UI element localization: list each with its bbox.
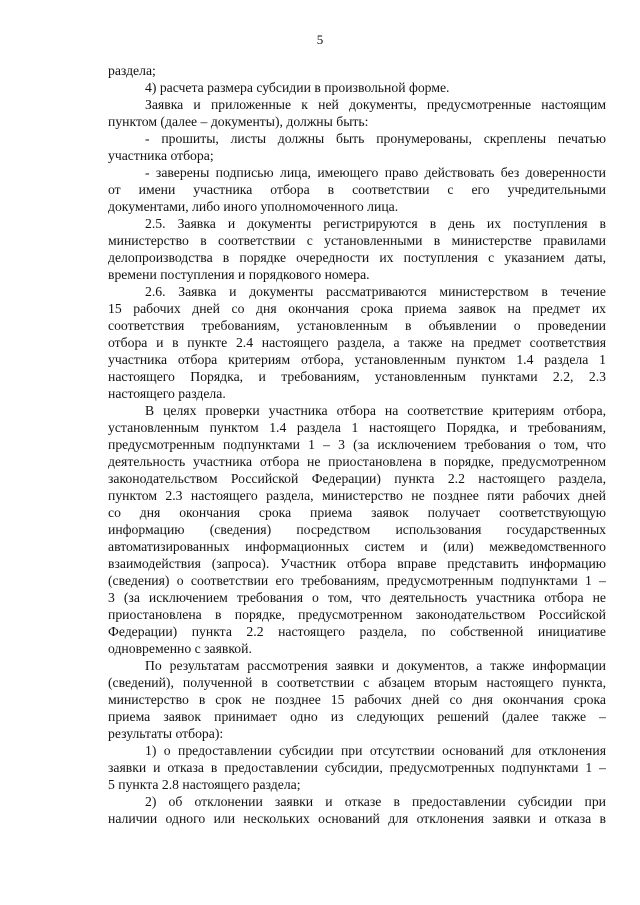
- text-line: Федерации) пункта 2.2 настоящего раздела, по собственной инициативе: [108, 624, 606, 639]
- text-line: времени поступления и порядкового номера.: [108, 267, 370, 282]
- text-line: отбора и в пункте 2.4 настоящего раздела, а также на предмет соответствия: [108, 335, 606, 350]
- text-line: министерство в соответствии с установленными в министерстве правилами: [108, 233, 606, 248]
- text-line: 2.5. Заявка и документы регистрируются в день их поступления в: [145, 216, 606, 231]
- text-line: приема заявок принимает одно из следующих решений (далее также –: [108, 709, 606, 724]
- text-line: со дня окончания срока приема заявок получает соответствующую: [108, 505, 606, 520]
- text-line: По результатам рассмотрения заявки и документов, а также информации: [145, 658, 606, 673]
- text-line: автоматизированных информационных систем и (или) межведомственного: [108, 539, 606, 554]
- text-line: раздела;: [108, 63, 156, 78]
- text-line: - заверены подписью лица, имеющего право действовать без доверенности: [145, 165, 606, 180]
- text-line: (сведений), полученной в соответствии с абзацем вторым настоящего пункта,: [108, 675, 606, 690]
- text-line: результаты отбора):: [108, 726, 224, 741]
- text-line: 3 (за исключением требования о том, что деятельность участника отбора не: [108, 590, 606, 605]
- text-line: участника отбора критериям отбора, установленным пунктом 1.4 раздела 1: [108, 352, 606, 367]
- text-line: министерство в срок не позднее 15 рабочих дней со дня окончания срока: [108, 692, 606, 707]
- text-line: делопроизводства в порядке очередности их поступления с указанием даты,: [108, 250, 606, 265]
- text-line: Заявка и приложенные к ней документы, предусмотренные настоящим: [145, 97, 606, 112]
- text-line: взаимодействия (запроса). Участник отбора вправе представить информацию: [108, 556, 606, 571]
- text-line: 2) об отклонении заявки и отказе в предоставлении субсидии при: [145, 794, 606, 809]
- text-line: информацию (сведения) посредством использования государственных: [108, 522, 606, 537]
- text-line: пунктом (далее – документы), должны быть:: [108, 114, 369, 129]
- text-line: документами, либо иного уполномоченного лица.: [108, 199, 399, 214]
- text-line: предусмотренным подпунктами 1 – 3 (за исключением требования о том, что: [108, 437, 606, 452]
- text-line: настоящего Порядка, и требованиям, установленным пунктами 2.2, 2.3: [108, 369, 606, 384]
- document-body: [108, 62, 606, 827]
- text-line: от имени участника отбора в соответствии с его учредительными: [108, 182, 606, 197]
- text-line: деятельность участника отбора не приостановлена в порядке, предусмотренном: [108, 454, 606, 469]
- text-line: 15 рабочих дней со дня окончания срока приема заявок на предмет их: [108, 301, 606, 316]
- text-line: установленным пунктом 1.4 раздела 1 настоящего Порядка, и требованиям,: [108, 420, 606, 435]
- text-line: пунктом 2.3 настоящего раздела, министерство не позднее пяти рабочих дней: [108, 488, 606, 503]
- text-line: 2.6. Заявка и документы рассматриваются министерством в течение: [145, 284, 606, 299]
- text-line: В целях проверки участника отбора на соответствие критериям отбора,: [145, 403, 606, 418]
- text-line: законодательством Российской Федерации) пункта 2.2 настоящего раздела,: [108, 471, 606, 486]
- text-line: настоящего раздела.: [108, 386, 226, 401]
- text-line: заявки и отказа в предоставлении субсидии, предусмотренных подпунктами 1 –: [108, 760, 606, 775]
- text-line: - прошиты, листы должны быть пронумерованы, скреплены печатью: [145, 131, 606, 146]
- text-line: участника отбора;: [108, 148, 214, 163]
- text-line: соответствия требованиям, установленным в объявлении о проведении: [108, 318, 606, 333]
- text-line: одновременно с заявкой.: [108, 641, 252, 656]
- text-line: приостановлена в порядке, предусмотренном законодательством Российской: [108, 607, 606, 622]
- page-number: 5: [316, 32, 324, 47]
- text-line: 5 пункта 2.8 настоящего раздела;: [108, 777, 301, 792]
- text-line: (сведения) о соответствии его требованиям, предусмотренным подпунктами 1 –: [108, 573, 606, 588]
- text-line: 4) расчета размера субсидии в произвольной форме.: [145, 80, 450, 95]
- text-line: 1) о предоставлении субсидии при отсутствии оснований для отклонения: [145, 743, 606, 758]
- text-line: наличии одного или нескольких оснований для отклонения заявки и отказа в: [108, 811, 606, 826]
